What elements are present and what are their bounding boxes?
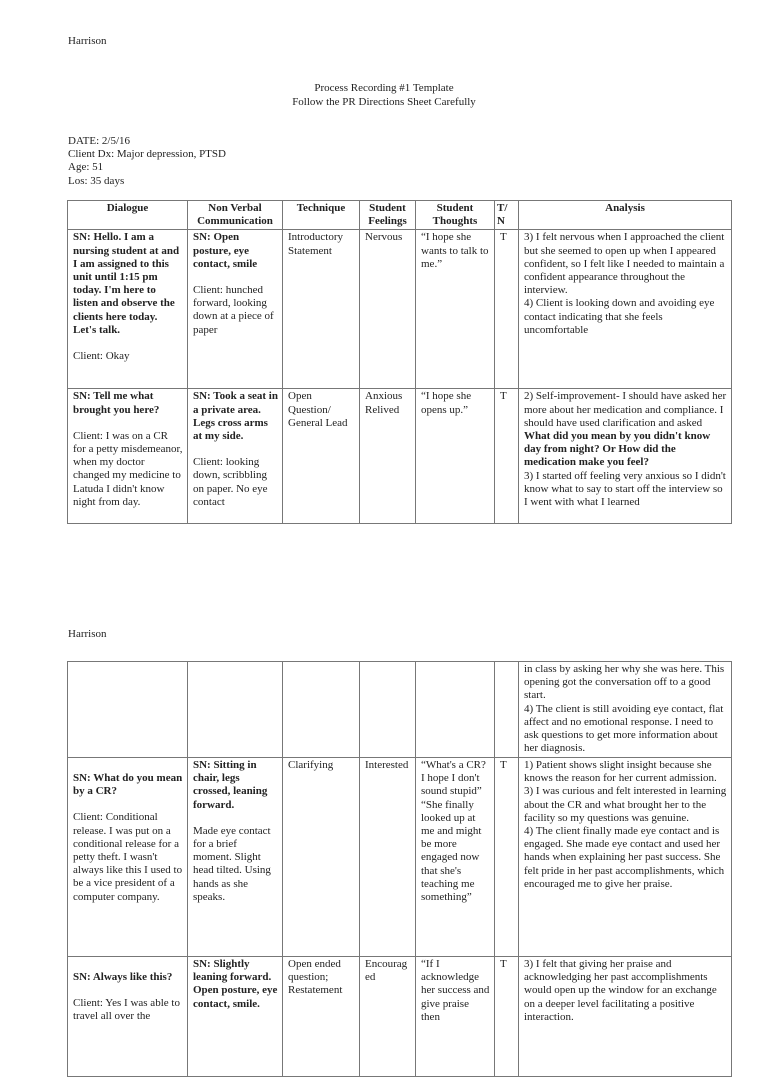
- table-row: [68, 662, 732, 758]
- table-row: [68, 957, 732, 1077]
- sn-nonverbal: SN: Took a seat in a private area. Legs cross arms at my side.: [193, 390, 278, 443]
- document-subtitle: Follow the PR Directions Sheet Carefully: [292, 96, 476, 108]
- analysis-text: 2) Self-improvement- I should have asked her more about her medication and compliance. I should have used clarification and asked: [524, 390, 727, 429]
- col-dialogue: Dialogue: [68, 201, 188, 230]
- col-tn: T/ N: [495, 201, 519, 230]
- client-nonverbal: Client: looking down, scribbling on paper. No eye contact: [193, 456, 268, 508]
- col-feelings: Student Feelings: [360, 201, 416, 230]
- client-dialogue: Client: I was on a CR for a petty misdemeanor, when my doctor changed my medicine to Latuda I didn't know night from day.: [73, 429, 183, 508]
- client-nonverbal: Made eye contact for a brief moment. Slight head tilted. Using hands as she speaks.: [193, 824, 271, 903]
- analysis: [519, 389, 732, 524]
- col-technique: Technique: [283, 201, 360, 230]
- client-dialogue: Client: Yes I was able to travel all over the: [73, 997, 180, 1023]
- feelings: Interested: [360, 758, 416, 957]
- client-dialogue: Client: Conditional release. I was put on a conditional release for a petty theft. I wasn't always like this I used to be a vice president of a computer company.: [73, 811, 183, 903]
- analysis: [519, 758, 732, 957]
- technique: Open Question/ General Lead: [283, 389, 360, 524]
- analysis-item: 1) Patient shows slight insight because she knows the reason for her current admission.: [524, 759, 717, 785]
- sn-nonverbal: SN: Sitting in chair, legs crossed, leaning forward.: [193, 759, 268, 811]
- col-nonverbal: Non Verbal Communication: [188, 201, 283, 230]
- feelings: Encourag ed: [360, 957, 416, 1077]
- table-row: [68, 230, 732, 389]
- tn: T: [495, 957, 519, 1077]
- process-recording-table-continued: [67, 661, 732, 1077]
- table-row: [68, 758, 732, 957]
- age: Age: 51: [68, 161, 104, 174]
- process-recording-table: [67, 200, 732, 524]
- analysis-item: 3) I was curious and felt interested in learning about the CR and what brought her to the facility so my questions was genuine.: [524, 785, 727, 824]
- sn-nonverbal: SN: Slightly leaning forward. Open posture, eye contact, smile.: [193, 958, 278, 1010]
- page-header: Harrison: [68, 628, 107, 640]
- date: DATE: 2/5/16: [68, 135, 131, 147]
- page-header: Harrison: [68, 35, 107, 47]
- feelings: Anxious Relived: [360, 389, 416, 524]
- sn-nonverbal: SN: Open posture, eye contact, smile: [193, 231, 258, 270]
- analysis-bold-question: What did you mean by you didn't know day from night? Or How did the medication make you feel?: [524, 430, 711, 469]
- thoughts: “If I acknowledge her success and give praise then: [416, 957, 495, 1077]
- thoughts: “What's a CR? I hope I don't sound stupid” “She finally looked up at me and might be more engaged now that she's teaching me something”: [416, 758, 495, 957]
- sn-dialogue: SN: Hello. I am a nursing student at and I am assigned to this unit until 1:15 pm today. I'm here to listen and observe the clients here today. Let's talk.: [73, 231, 180, 336]
- client-dialogue: Client: Okay: [73, 350, 130, 363]
- analysis-item: 3) I started off feeling very anxious so I didn't know what to say to start off the interview so I went with what I learned: [524, 469, 726, 509]
- col-thoughts: Student Thoughts: [416, 201, 495, 230]
- client-dx: Client Dx: Major depression, PTSD: [68, 148, 226, 161]
- thoughts: “I hope she wants to talk to me.”: [416, 230, 495, 389]
- tn: T: [495, 389, 519, 524]
- technique: Open ended question; Restatement: [283, 957, 360, 1077]
- document-title: Process Recording #1 Template: [314, 82, 454, 94]
- technique: Introductory Statement: [283, 230, 360, 389]
- thoughts: “I hope she opens up.”: [416, 389, 495, 524]
- analysis-item: 3) I felt nervous when I approached the client but she seemed to open up when I appeared confident, so I felt like I needed to maintain a confident appearance throughout the interview.: [524, 231, 725, 297]
- table-row: [68, 389, 732, 524]
- analysis: [519, 957, 732, 1077]
- analysis: [519, 230, 732, 389]
- tn: T: [495, 230, 519, 389]
- tn: T: [495, 758, 519, 957]
- sn-dialogue: SN: Always like this?: [73, 971, 173, 983]
- client-info: [68, 135, 226, 188]
- analysis-item: 4) Client is looking down and avoiding eye contact indicating that she feels uncomfortable: [524, 297, 715, 336]
- analysis-item: in class by asking her why she was here. This opening got the conversation off to a good start.: [524, 663, 725, 702]
- length-of-stay: Los: 35 days: [68, 174, 125, 187]
- analysis-item: 4) The client finally made eye contact and is engaged. She made eye contact and used her hands when explaining her past success. She felt pride in her past accomplishments, which encouraged me to give her praise.: [524, 825, 725, 890]
- analysis: [519, 662, 732, 758]
- table-header: [68, 201, 732, 230]
- feelings: Nervous: [360, 230, 416, 389]
- col-analysis: Analysis: [519, 201, 732, 230]
- sn-dialogue: SN: What do you mean by a CR?: [73, 772, 183, 798]
- analysis-item: 4) The client is still avoiding eye contact, flat affect and no emotional response. I need to ask questions to get more information about her diagnosis.: [524, 702, 724, 755]
- analysis-item: 3) I felt that giving her praise and acknowledging her past accomplishments would open up the window for an exchange on a deeper level facilitating a positive interaction.: [524, 958, 717, 1023]
- client-nonverbal: Client: hunched forward, looking down at a piece of paper: [193, 284, 274, 336]
- technique: Clarifying: [283, 758, 360, 957]
- sn-dialogue: SN: Tell me what brought you here?: [73, 390, 160, 416]
